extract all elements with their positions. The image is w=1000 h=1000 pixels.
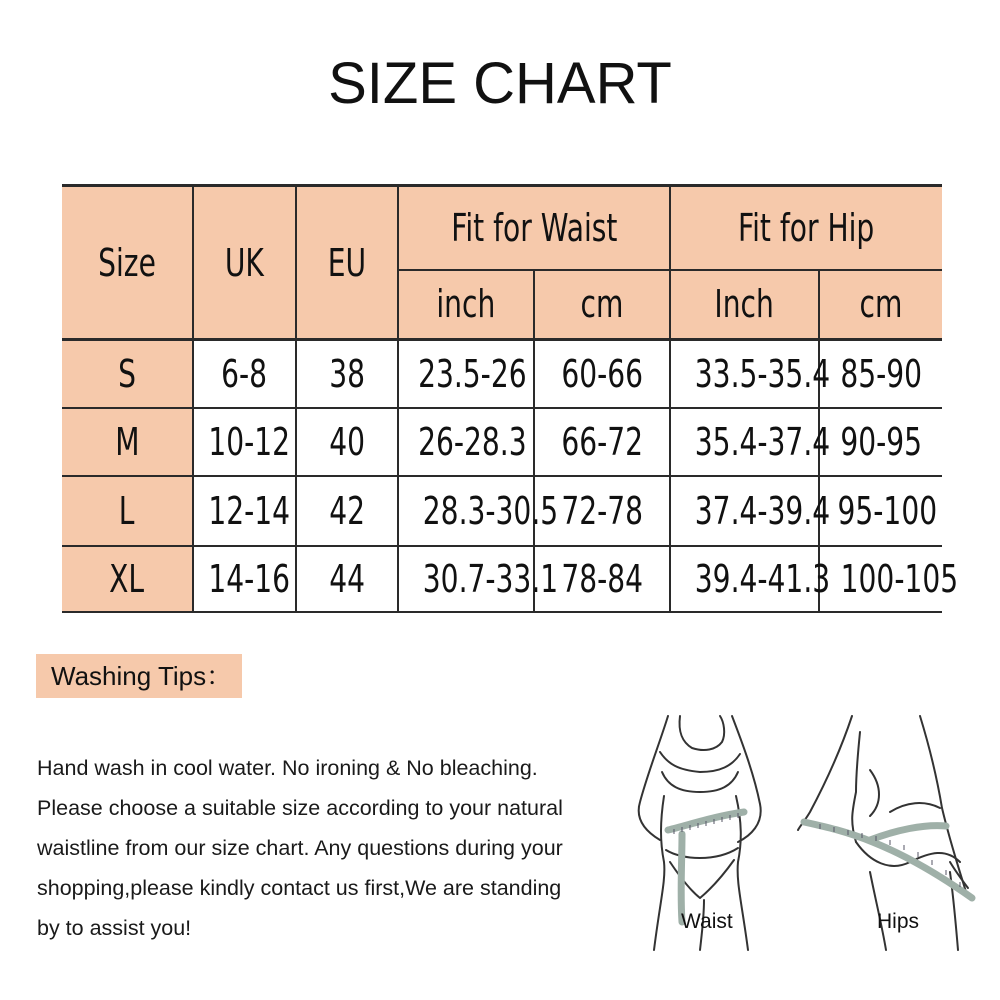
washing-tips-text <box>37 748 627 948</box>
tips-line: Please choose a suitable size according to your natural <box>37 796 563 820</box>
cell-uk: 14-16 <box>193 546 296 612</box>
cell-waist-cm: 66-72 <box>534 408 670 476</box>
cell-uk: 10-12 <box>193 408 296 476</box>
size-rows <box>62 340 959 612</box>
header-size: Size <box>62 186 193 340</box>
cell-size: XL <box>62 546 193 612</box>
waist-caption: Waist <box>681 910 733 933</box>
washing-tips-label: Washing Tips： <box>36 654 242 698</box>
tips-line: waistline from our size chart. Any questions during your <box>37 836 563 860</box>
header-hip-cm: cm <box>819 270 942 340</box>
cell-eu: 44 <box>296 546 398 612</box>
table-row <box>62 546 942 612</box>
measurement-illustration <box>620 712 990 952</box>
hips-caption: Hips <box>877 910 920 933</box>
cell-waist-inch: 23.5-26 <box>398 340 534 408</box>
cell-hip-cm: 90-95 <box>819 408 942 476</box>
header-uk: UK <box>193 186 296 340</box>
header-hip-inch: Inch <box>670 270 819 340</box>
cell-waist-cm: 60-66 <box>534 340 670 408</box>
cell-hip-inch: 35.4-37.4 <box>670 408 819 476</box>
table-row <box>62 340 942 408</box>
cell-hip-inch: 39.4-41.3 <box>670 546 819 612</box>
cell-size: L <box>62 476 193 546</box>
cell-hip-inch: 33.5-35.4 <box>670 340 819 408</box>
page-title: SIZE CHART <box>328 51 672 116</box>
cell-size: S <box>62 340 193 408</box>
cell-hip-cm: 85-90 <box>819 340 942 408</box>
cell-uk: 6-8 <box>193 340 296 408</box>
cell-waist-cm: 72-78 <box>534 476 670 546</box>
tips-line: by to assist you! <box>37 916 192 940</box>
cell-hip-cm: 95-100 <box>819 476 942 546</box>
tips-line: shopping,please kindly contact us first,We are standing <box>37 876 562 900</box>
cell-waist-cm: 78-84 <box>534 546 670 612</box>
header-eu: EU <box>296 186 398 340</box>
header-waist-inch: inch <box>398 270 534 340</box>
header-fit-for-hip: Fit for Hip <box>670 186 942 270</box>
cell-waist-inch: 30.7-33.1 <box>398 546 534 612</box>
table-row <box>62 476 942 546</box>
header-fit-for-waist: Fit for Waist <box>398 186 670 270</box>
header-waist-cm: cm <box>534 270 670 340</box>
tips-line: Hand wash in cool water. No ironing & No bleaching. <box>37 756 538 780</box>
cell-hip-cm: 100-105 <box>819 546 942 612</box>
cell-uk: 12-14 <box>193 476 296 546</box>
cell-eu: 40 <box>296 408 398 476</box>
table-row <box>62 408 942 476</box>
cell-eu: 42 <box>296 476 398 546</box>
cell-waist-inch: 28.3-30.5 <box>398 476 534 546</box>
cell-size: M <box>62 408 193 476</box>
size-chart-table <box>62 184 959 613</box>
cell-hip-inch: 37.4-39.4 <box>670 476 819 546</box>
cell-eu: 38 <box>296 340 398 408</box>
cell-waist-inch: 26-28.3 <box>398 408 534 476</box>
